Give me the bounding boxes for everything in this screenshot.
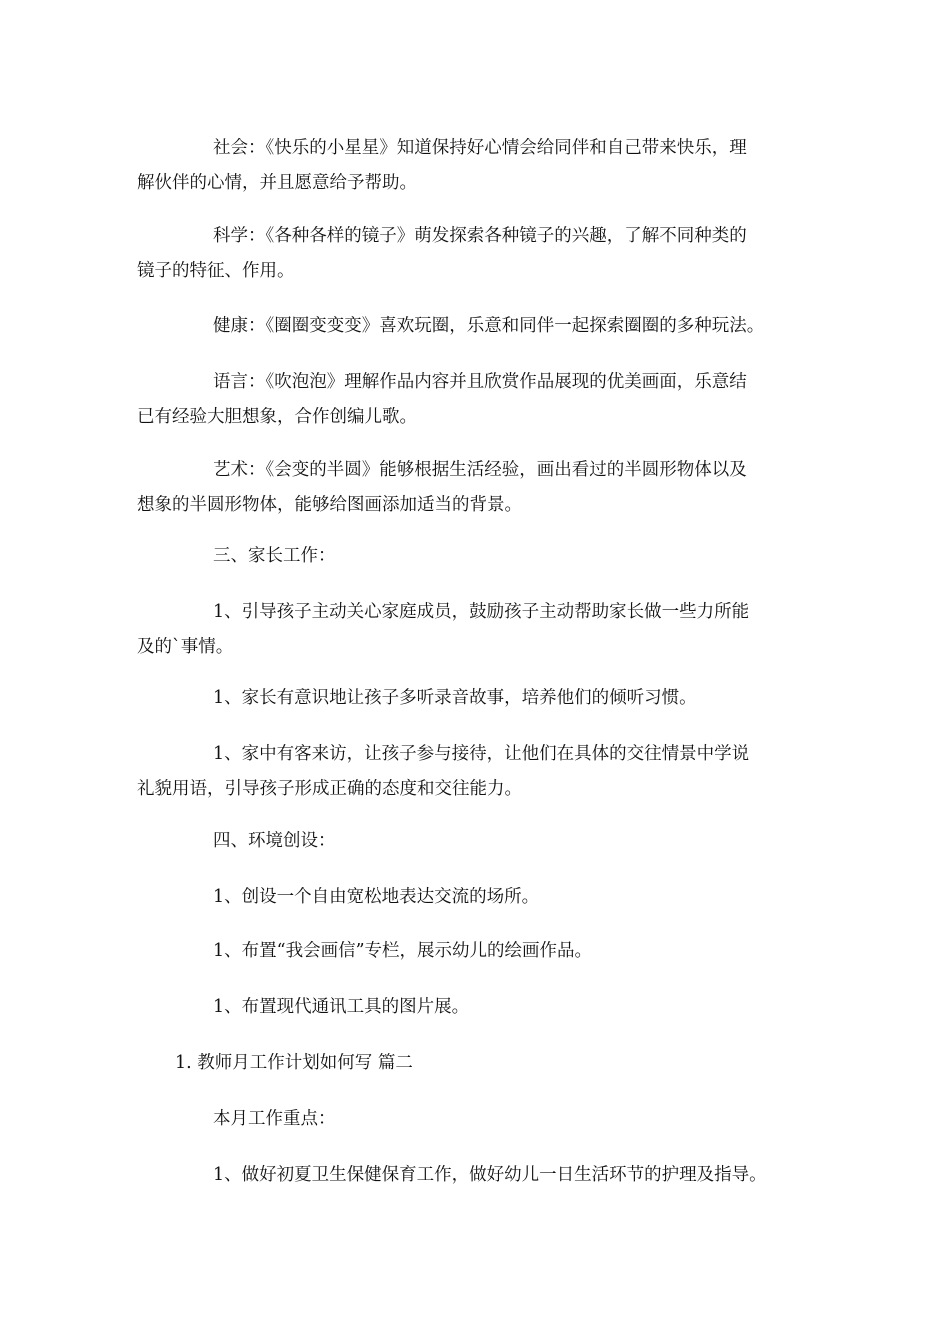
paragraph-line: 科学：《各种各样的镜子》萌发探索各种镜子的兴趣，了解不同种类的 (213, 226, 747, 246)
heading-line: 本月工作重点： (213, 1109, 336, 1129)
paragraph-language (137, 365, 817, 435)
paragraph-health (137, 309, 817, 344)
paragraph-art (137, 453, 817, 523)
paragraph-social (137, 131, 817, 201)
paragraph-parent-3 (137, 737, 817, 807)
paragraph-science (137, 219, 817, 289)
paragraph-line: 语言：《吹泡泡》理解作品内容并且欣赏作品展现的优美画面，乐意结 (213, 372, 747, 392)
paragraph-env-1 (137, 880, 817, 915)
paragraph-line: 1、布置现代通讯工具的图片展。 (213, 997, 470, 1017)
paragraph-line: 想象的半圆形物体，能够给图画添加适当的背景。 (137, 495, 522, 515)
paragraph-line: 已有经验大胆想象，合作创编儿歌。 (137, 407, 417, 427)
paragraph-line: 及的`事情。 (137, 637, 234, 657)
paragraph-line: 镜子的特征、作用。 (137, 261, 295, 281)
paragraph-focus-1 (137, 1158, 817, 1193)
heading-parent-work (137, 539, 817, 574)
paragraph-line: 1、布置“我会画信”专栏，展示幼儿的绘画作品。 (213, 941, 593, 961)
heading-monthly-focus (137, 1102, 817, 1137)
paragraph-line: 礼貌用语，引导孩子形成正确的态度和交往能力。 (137, 779, 522, 799)
paragraph-line: 解伙伴的心情，并且愿意给予帮助。 (137, 173, 417, 193)
paragraph-parent-2 (137, 681, 817, 716)
heading-line: 四、环境创设： (213, 831, 336, 851)
paragraph-line: 社会：《快乐的小星星》知道保持好心情会给同伴和自己带来快乐，理 (213, 138, 747, 158)
paragraph-line: 艺术：《会变的半圆》能够根据生活经验，画出看过的半圆形物体以及 (213, 460, 747, 480)
paragraph-env-2 (137, 934, 817, 969)
paragraph-line: 1、做好初夏卫生保健保育工作，做好幼儿一日生活环节的护理及指导。 (213, 1165, 767, 1185)
paragraph-parent-1 (137, 595, 817, 665)
paragraph-line: 1、家中有客来访，让孩子参与接待，让他们在具体的交往情景中学说 (213, 744, 750, 764)
heading-line: 三、家长工作： (213, 546, 336, 566)
paragraph-line: 1、创设一个自由宽松地表达交流的场所。 (213, 887, 540, 907)
section-heading: 1. 教师月工作计划如何写 篇二 (175, 1053, 413, 1073)
heading-environment (137, 824, 817, 859)
paragraph-line: 健康：《圈圈变变变》喜欢玩圈，乐意和同伴一起探索圈圈的多种玩法。 (213, 316, 765, 336)
paragraph-env-3 (137, 990, 817, 1025)
paragraph-line: 1、引导孩子主动关心家庭成员，鼓励孩子主动帮助家长做一些力所能 (213, 602, 750, 622)
paragraph-line: 1、家长有意识地让孩子多听录音故事，培养他们的倾听习惯。 (213, 688, 697, 708)
